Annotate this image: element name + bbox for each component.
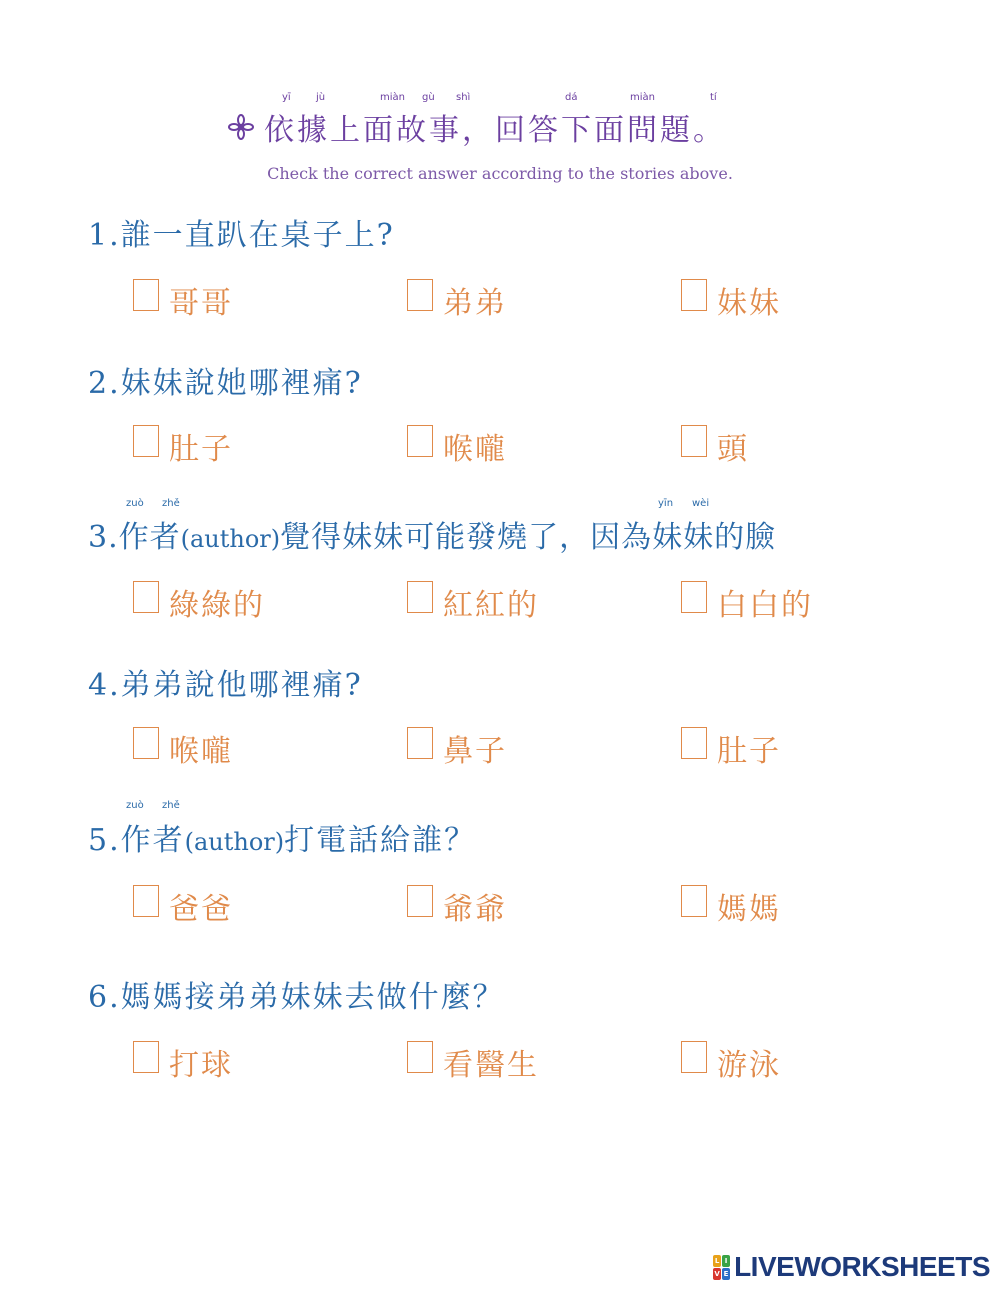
q5-option-2[interactable] [407,884,507,928]
checkbox[interactable] [681,279,707,311]
question-text-en: (author) [184,828,285,856]
logo-letter: V [714,1269,720,1278]
worksheet-subtitle: Check the correct answer according to the stories above. [267,164,733,183]
pinyin-ti: tí [710,92,717,103]
checkbox[interactable] [681,581,707,613]
option-label: 紅紅的 [443,588,539,623]
q1-option-3[interactable] [681,278,781,322]
checkbox[interactable] [133,279,159,311]
question-text-a: 作者 [118,520,181,555]
pinyin-mian-2: miàn [630,92,655,103]
logo-letter: E [723,1269,729,1278]
q2-option-3[interactable] [681,424,749,468]
question-text-en: (author) [180,525,281,553]
option-label: 頭 [717,432,749,467]
question-text: 誰一直趴在桌子上? [120,218,395,253]
pinyin-zuo: zuò [126,800,144,811]
pinyin-zhe: zhě [162,498,180,509]
checkbox[interactable] [407,425,433,457]
q1-option-1[interactable] [133,278,233,322]
question-number: 5. [88,823,121,858]
checkbox[interactable] [681,727,707,759]
checkbox[interactable] [681,885,707,917]
checkbox[interactable] [407,885,433,917]
option-label: 喉嚨 [169,734,233,769]
pinyin-da: dá [565,92,578,103]
question-number: 2. [88,366,121,401]
option-label: 弟弟 [443,286,507,321]
question-4 [88,660,363,704]
question-number: 1. [88,218,121,253]
question-text-b: 打電話給誰？ [284,823,477,858]
checkbox[interactable] [681,1041,707,1073]
logo-letter: L [714,1256,720,1265]
checkbox[interactable] [133,727,159,759]
logo-text: LIVEWORKSHEETS [734,1251,990,1282]
option-label: 打球 [169,1048,233,1083]
question-5 [88,815,476,859]
option-label: 爸爸 [169,892,233,927]
question-6 [88,972,505,1016]
q1-option-2[interactable] [407,278,507,322]
question-3 [88,512,776,556]
q4-option-2[interactable] [407,726,507,770]
checkbox[interactable] [133,581,159,613]
checkbox[interactable] [407,727,433,759]
pinyin-ju: jù [316,92,326,103]
q6-option-2[interactable] [407,1040,539,1084]
checkbox[interactable] [133,425,159,457]
checkbox[interactable] [407,1041,433,1073]
checkbox[interactable] [133,1041,159,1073]
q2-option-1[interactable] [133,424,233,468]
q2-option-2[interactable] [407,424,507,468]
q3-option-2[interactable] [407,580,539,624]
checkbox[interactable] [681,425,707,457]
q3-option-3[interactable] [681,580,813,624]
q5-option-3[interactable] [681,884,781,928]
checkbox[interactable] [133,885,159,917]
q4-option-3[interactable] [681,726,781,770]
pinyin-wei: wèi [692,498,710,509]
worksheet-title [228,105,726,149]
option-label: 綠綠的 [169,588,265,623]
question-text-a: 作者 [120,823,185,858]
logo-letter: I [722,1255,730,1267]
question-text-b: 覺得妹妹可能發燒了，因為妹妹的臉 [280,520,777,555]
question-text: 媽媽接弟弟妹妹去做什麼？ [120,980,505,1015]
pinyin-zuo: zuò [126,498,144,509]
question-text: 妹妹說她哪裡痛? [120,366,363,401]
pinyin-yin: yīn [658,498,674,509]
question-1 [88,210,395,254]
option-label: 媽媽 [717,892,781,927]
pinyin-yi: yī [282,92,291,103]
option-label: 看醫生 [443,1048,539,1083]
liveworksheets-logo-icon [713,1255,730,1280]
option-label: 白白的 [717,588,813,623]
question-2 [88,358,363,402]
liveworksheets-logo [713,1251,990,1283]
pinyin-zhe: zhě [162,800,180,811]
question-number: 6. [88,980,121,1015]
option-label: 爺爺 [443,892,507,927]
pinyin-mian: miàn [380,92,405,103]
pinyin-gu: gù [422,92,435,103]
checkbox[interactable] [407,279,433,311]
option-label: 喉嚨 [443,432,507,467]
q3-option-1[interactable] [133,580,265,624]
title-text: 依據上面故事，回答下面問題。 [264,113,726,148]
q4-option-1[interactable] [133,726,233,770]
question-number: 4. [88,668,121,703]
q5-option-1[interactable] [133,884,233,928]
question-text: 弟弟說他哪裡痛? [120,668,363,703]
option-label: 鼻子 [443,734,507,769]
option-label: 游泳 [717,1048,781,1083]
flower-icon [228,113,254,148]
pinyin-shi: shì [456,92,471,103]
q6-option-3[interactable] [681,1040,781,1084]
q6-option-1[interactable] [133,1040,233,1084]
option-label: 哥哥 [169,286,233,321]
option-label: 妹妹 [717,286,781,321]
option-label: 肚子 [169,432,233,467]
checkbox[interactable] [407,581,433,613]
question-number: 3. [88,520,119,555]
option-label: 肚子 [717,734,781,769]
